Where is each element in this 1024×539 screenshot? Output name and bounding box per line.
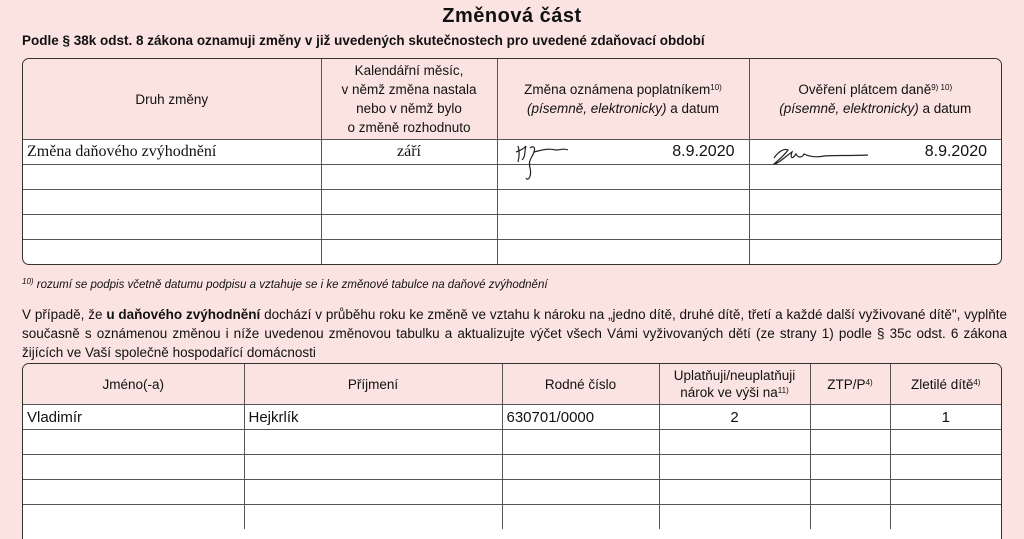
- table-row: [23, 480, 1001, 505]
- header-ztp: ZTP/$P^{4)}$: [810, 364, 890, 405]
- children-table: [22, 363, 1002, 539]
- table-row: [23, 430, 1001, 455]
- adult-child-cell[interactable]: 1: [890, 405, 1001, 430]
- header-month: Kalendářní měsíc, v němž změna nastala nebo v němž bylo o změně rozhodnuto: [321, 59, 497, 140]
- header-claim: Uplatňuji/neuplatňuji nárok ve výši $na^{11)}$: [659, 364, 810, 405]
- change-table: [22, 58, 1002, 265]
- page-title: Změnová část: [442, 5, 582, 27]
- header-name: Jméno(-a): [23, 364, 244, 405]
- footnote: $^{10)}$ rozumí se podpis včetně datumu podpisu a vztahuje se i ke změnové tabulce na daňové zvýhodnění: [22, 277, 548, 291]
- ztp-cell[interactable]: [810, 405, 890, 430]
- month-cell[interactable]: září: [321, 140, 497, 165]
- employer-verify-cell[interactable]: 8.9.2020: [749, 140, 1001, 165]
- table-row: [23, 190, 1001, 215]
- header-employer-verify: Ověření plátcem daně$^{9) 10)}$ (písemně, elektronicky) a datum: [749, 59, 1001, 140]
- surname-cell[interactable]: Hejkrlík: [244, 405, 502, 430]
- table-row: [23, 215, 1001, 240]
- name-cell[interactable]: Vladimír: [23, 405, 244, 430]
- header-surname: Příjmení: [244, 364, 502, 405]
- table-row: [23, 240, 1001, 265]
- birth-number-cell[interactable]: 630701/0000: [502, 405, 659, 430]
- header-adult-child: Zletilé dítě$^{4)}$: [890, 364, 1001, 405]
- table-row: [23, 405, 1001, 430]
- claim-cell[interactable]: 2: [659, 405, 810, 430]
- employee-signature-icon: [512, 138, 572, 184]
- instructions-paragraph: V případě, že u daňového zvýhodnění dochází v průběhu roku ke změně ve vztahu k nároku na „jedno dítě, druhé dítě, třetí a každé další vyživované dítě", vyplňte současně s oznámenou změnou i níže uvedenou změnovou tabulku a aktualizujte výčet všech Vámi vyživovaných dětí (ze strany 1) podle § 35c odst. 6 zákona žijících ve Vaší společně hospodařící domácnosti: [22, 307, 1007, 360]
- change-type-cell[interactable]: Změna daňového zvýhodnění: [23, 140, 321, 165]
- table-row: [23, 505, 1001, 530]
- employee-notice-cell[interactable]: 8.9.2020: [497, 140, 749, 165]
- header-birth-number: Rodné číslo: [502, 364, 659, 405]
- subtitle: Podle § 38k odst. 8 zákona oznamuji změny v již uvedených skutečnostech pro uvedené zdaňovací období: [22, 33, 705, 48]
- table-row: [23, 455, 1001, 480]
- header-change-type: Druh změny: [23, 59, 321, 140]
- table-row: [23, 140, 1001, 165]
- employer-signature-icon: [764, 142, 874, 172]
- header-employee-notice: Změna oznámena poplatníkem$^{10)}$ (písemně, elektronicky) a datum: [497, 59, 749, 140]
